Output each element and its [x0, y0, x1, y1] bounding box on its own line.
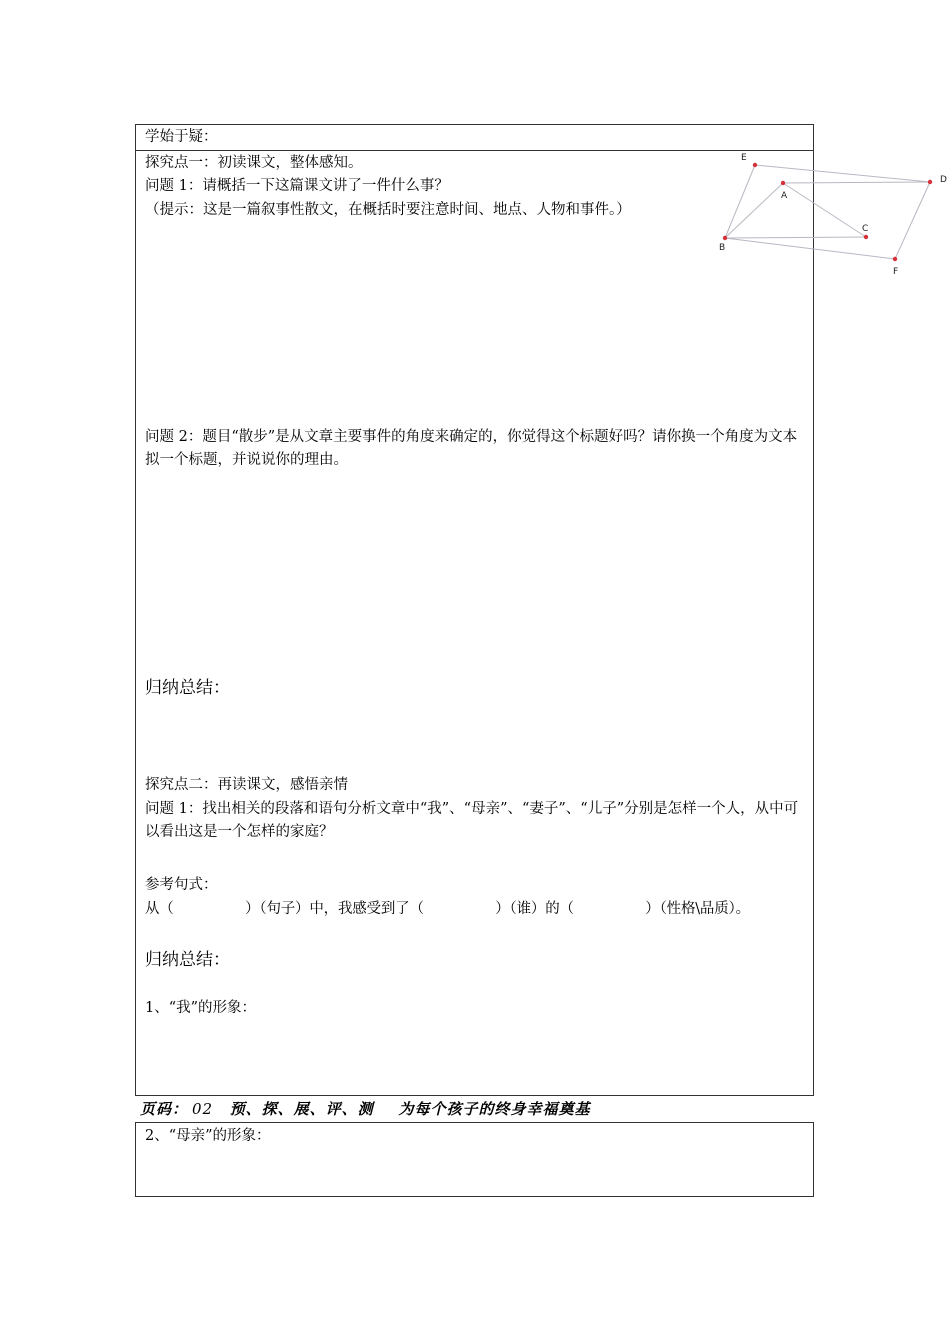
- reference-label: 参考句式：: [145, 877, 218, 893]
- diagram-point-B: [723, 236, 727, 240]
- question-1-hint: （提示：这是一篇叙事性散文，在概括时要注意时间、地点、人物和事件。）: [145, 202, 631, 218]
- diagram-edge-EB: [725, 165, 755, 238]
- diagram-label-E: E: [741, 153, 747, 163]
- diagram-edge-AC: [783, 183, 869, 237]
- item-1-me: 1、“我”的形象：: [145, 1000, 257, 1016]
- diagram-point-E: [753, 163, 757, 167]
- summary-2-label: 归纳总结：: [145, 950, 230, 970]
- reference-sentence: 从（ ）（句子）中，我感受到了（ ）（谁）的（ ）（性格\品质）。: [145, 901, 750, 917]
- diagram-edge-AD: [783, 182, 930, 183]
- diagram-label-C: C: [862, 224, 869, 234]
- diagram-point-A: [781, 181, 785, 185]
- point2-title: 探究点二：再读课文，感悟亲情: [145, 777, 348, 793]
- diagram-edge-BF: [725, 238, 895, 259]
- diagram-point-D: [928, 180, 932, 184]
- continuation-box: [135, 1122, 814, 1197]
- diagram-label-B: B: [719, 243, 726, 253]
- question-2: 问题 2：题目“散步”是从文章主要事件的角度来确定的，你觉得这个标题好吗？请你换一个角度为文本拟一个标题，并说说你的理由。: [145, 429, 798, 468]
- item-2-mother: 2、“母亲”的形象：: [145, 1128, 271, 1144]
- diagram-point-F: [893, 257, 897, 261]
- diagram-point-C: [864, 235, 868, 239]
- header-row: [136, 125, 813, 151]
- footer-page-label: 页码：: [140, 1100, 189, 1118]
- footer-page-number: 02: [192, 1100, 214, 1118]
- footer-motto-steps: 预、探、展、评、测: [229, 1100, 374, 1118]
- diagram-edge-ED: [755, 165, 930, 182]
- question-3: 问题 1：找出相关的段落和语句分析文章中“我”、“母亲”、“妻子”、“儿子”分别是怎样一个人，从中可以看出这是一个怎样的家庭？: [145, 801, 799, 840]
- diagram-edge-BA: [725, 183, 783, 238]
- diagram-edge-DF: [895, 182, 930, 259]
- diagram-label-D: D: [940, 175, 947, 185]
- summary-1-label: 归纳总结：: [145, 678, 230, 698]
- question-1: 问题 1：请概括一下这篇课文讲了一件什么事？: [145, 178, 449, 194]
- section-header: 学始于疑：: [145, 129, 218, 145]
- diagram-edge-BC: [725, 237, 866, 238]
- page-footer: [140, 1097, 590, 1121]
- point1-title: 探究点一：初读课文，整体感知。: [145, 155, 363, 171]
- diagram-label-A: A: [781, 191, 788, 201]
- diagram-label-F: F: [893, 267, 899, 277]
- geometry-diagram: [712, 150, 950, 278]
- footer-motto-slogan: 为每个孩子的终身幸福奠基: [398, 1100, 591, 1118]
